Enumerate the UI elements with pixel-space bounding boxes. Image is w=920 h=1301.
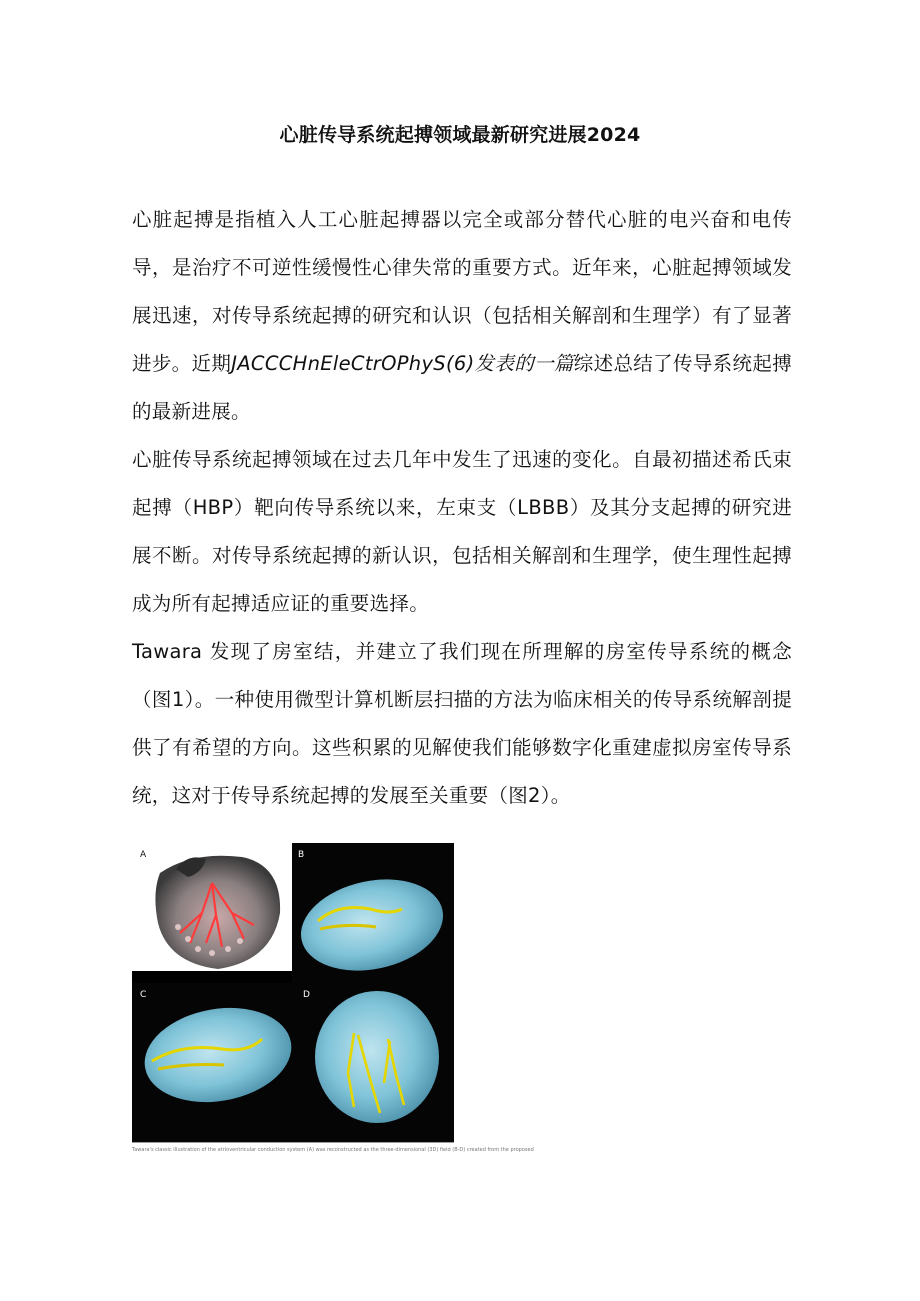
figure-caption: Tawara's classic illustration of the atrioventricular conduction system (A) was reconstructed as the three-dimensional (3D) field (B-D) created from the proposed — [132, 1147, 534, 1153]
paragraph-2-text: 心脏传导系统起搏领域在过去几年中发生了迅速的变化。自最初描述希氏束起搏（HBP）靶向传导系统以来，左束支（LBBB）及其分支起搏的研究进展不断。对传导系统起搏的新认识，包括相关解剖和生理学，使生理性起搏成为所有起搏适应证的重要选择。 — [132, 448, 792, 615]
paragraph-1-text: 心脏起搏是指植入人工心脏起搏器以完全或部分替代心脏的电兴奋和电传导，是治疗不可逆性缓慢性心律失常的重要方式。近年来，心脏起搏领域发展迅速，对传导系统起搏的研究和认识（包括相关解剖和生理学）有了显著进步。近期 — [132, 208, 792, 375]
paragraph-1-italic-text: JACCCHnEleCtrOPhyS(6)发表的一篇 — [231, 352, 574, 375]
figure-1-image — [132, 843, 454, 1143]
paragraph-1 — [132, 196, 792, 436]
paragraph-3-text: Tawara 发现了房室结，并建立了我们现在所理解的房室传导系统的概念（图1）。一种使用微型计算机断层扫描的方法为临床相关的传导系统解剖提供了有希望的方向。这些积累的见解使我们能够数字化重建虚拟房室传导系统，这对于传导系统起搏的发展至关重要（图2）。 — [132, 640, 792, 807]
document-title: 心脏传导系统起搏领域最新研究进展2024 — [279, 124, 641, 146]
paragraph-2 — [132, 436, 792, 628]
figure-caption-divider — [132, 1142, 454, 1143]
panel-d-label: D — [303, 990, 310, 1000]
panel-b-label: B — [298, 850, 305, 860]
panel-a-label: A — [140, 850, 147, 860]
paragraph-1-text-end: 综述总结了传导系统起搏的最新进展。 — [132, 352, 792, 423]
panel-c-label: C — [140, 990, 147, 1000]
figure-illustration — [132, 843, 454, 1143]
paragraph-3 — [132, 628, 792, 820]
